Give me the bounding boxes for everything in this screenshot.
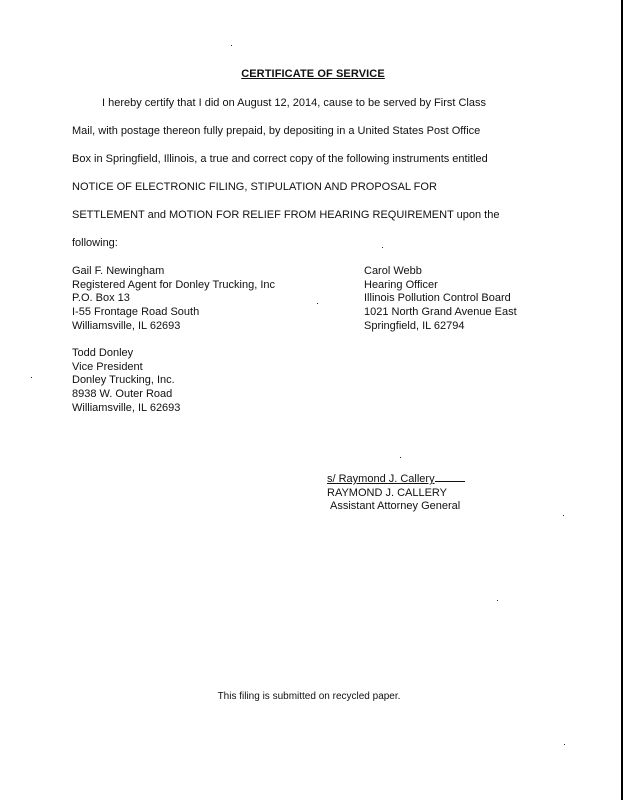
- electronic-signature: s/ Raymond J. Callery: [327, 473, 435, 485]
- body-line-3: Box in Springfield, Illinois, a true and correct copy of the following instruments entitled: [72, 153, 488, 165]
- scan-speck: [497, 600, 498, 601]
- signature-rule: [435, 471, 465, 482]
- address-line: Williamsville, IL 62693: [72, 401, 181, 414]
- recipient-address-webb: [364, 265, 517, 333]
- body-line-6: following:: [72, 237, 118, 249]
- recipient-address-donley: [72, 347, 180, 415]
- address-line: Todd Donley: [72, 347, 134, 359]
- address-line: 1021 North Grand Avenue East: [364, 306, 517, 319]
- address-line: Springfield, IL 62794: [364, 319, 465, 332]
- scan-speck: [400, 457, 401, 458]
- address-line: Registered Agent for Donley Trucking, Inc: [72, 278, 275, 291]
- body-line-2: Mail, with postage thereon fully prepaid, by depositing in a United States Post Office: [72, 125, 481, 137]
- address-line: I-55 Frontage Road South: [72, 306, 200, 319]
- body-line-5: SETTLEMENT and MOTION FOR RELIEF FROM HEARING REQUIREMENT upon the: [72, 209, 500, 221]
- address-line: Illinois Pollution Control Board: [364, 292, 511, 305]
- address-line: P.O. Box 13: [72, 292, 130, 305]
- address-line: Donley Trucking, Inc.: [72, 374, 175, 387]
- signer-name: RAYMOND J. CALLERY: [327, 486, 448, 499]
- body-line-1: I hereby certify that I did on August 12, 2014, cause to be served by First Class: [102, 97, 486, 109]
- scan-speck: [31, 377, 32, 378]
- scan-speck: [382, 247, 383, 248]
- address-line: Hearing Officer: [364, 278, 438, 291]
- scan-speck: [563, 515, 564, 516]
- scan-speck: [564, 744, 565, 745]
- address-line: Williamsville, IL 62693: [72, 319, 181, 332]
- body-line-4: NOTICE OF ELECTRONIC FILING, STIPULATION AND PROPOSAL FOR: [72, 181, 437, 193]
- signature-block: [327, 471, 465, 514]
- scan-speck: [231, 45, 232, 46]
- recipient-address-newingham: [72, 265, 275, 333]
- footer-note: This filing is submitted on recycled paper.: [217, 691, 401, 702]
- signer-title: Assistant Attorney General: [330, 500, 461, 513]
- address-line: Vice President: [72, 360, 143, 373]
- scan-speck: [317, 303, 318, 304]
- address-line: Gail F. Newingham: [72, 265, 165, 277]
- address-line: 8938 W. Outer Road: [72, 388, 173, 401]
- address-line: Carol Webb: [364, 265, 422, 277]
- document-title: CERTIFICATE OF SERVICE: [241, 68, 385, 80]
- scan-edge-line: [621, 0, 623, 800]
